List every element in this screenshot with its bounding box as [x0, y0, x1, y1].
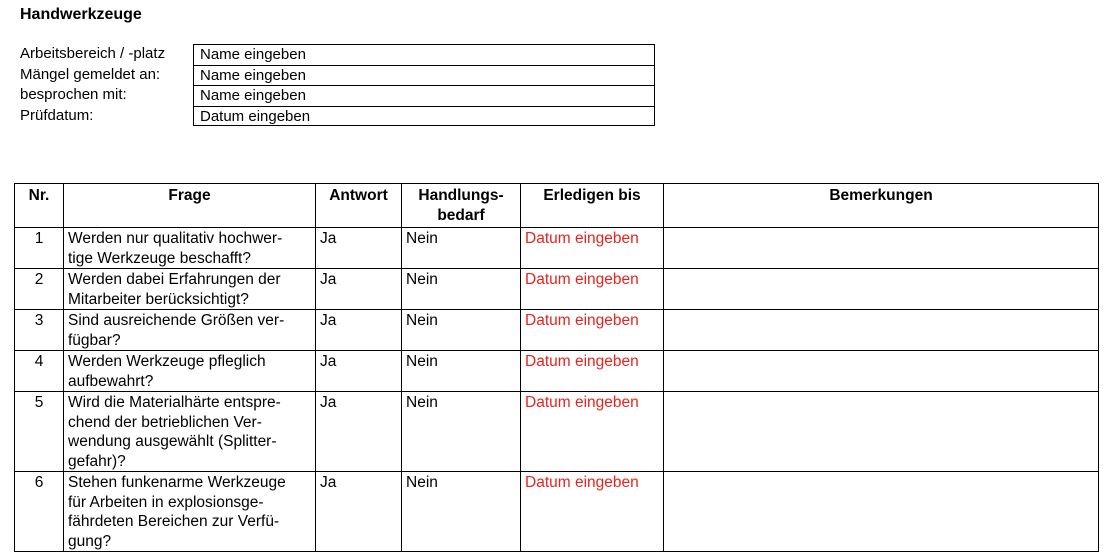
due-date-field[interactable]: Datum eingeben [521, 392, 664, 472]
pruefdatum-field[interactable]: Datum eingeben [193, 106, 655, 127]
action-needed-field[interactable]: Nein [402, 472, 521, 552]
question-text: Wird die Materialhärte entspre- chend der betrieblichen Ver- wendung ausgewählt (Splitter- gefahr)? [64, 392, 316, 472]
meta-label: Mängel gemeldet an: [20, 65, 161, 83]
remarks-field[interactable] [664, 310, 1099, 351]
meta-row-maengel [20, 65, 655, 86]
answer-field[interactable]: Ja [316, 472, 402, 552]
action-needed-field[interactable]: Nein [402, 351, 521, 392]
due-date-field[interactable]: Datum eingeben [521, 351, 664, 392]
table-row [15, 472, 1099, 552]
table-row [15, 228, 1099, 269]
besprochen-mit-field[interactable]: Name eingeben [193, 85, 655, 106]
header-nr: Nr. [15, 184, 64, 228]
table-row [15, 392, 1099, 472]
table-row [15, 269, 1099, 310]
remarks-field[interactable] [664, 472, 1099, 552]
action-needed-field[interactable]: Nein [402, 269, 521, 310]
meta-row-besprochen [20, 85, 655, 106]
page-title: Handwerkzeuge [20, 6, 142, 23]
remarks-field[interactable] [664, 351, 1099, 392]
answer-field[interactable]: Ja [316, 269, 402, 310]
row-number: 2 [15, 269, 64, 310]
arbeitsbereich-field[interactable]: Name eingeben [193, 44, 655, 65]
table-row [15, 351, 1099, 392]
header-erledigen-bis: Erledigen bis [521, 184, 664, 228]
action-needed-field[interactable]: Nein [402, 228, 521, 269]
question-text: Werden dabei Erfahrungen der Mitarbeiter berücksichtigt? [64, 269, 316, 310]
maengel-gemeldet-field[interactable]: Name eingeben [193, 65, 655, 86]
action-needed-field[interactable]: Nein [402, 310, 521, 351]
header-antwort: Antwort [316, 184, 402, 228]
due-date-field[interactable]: Datum eingeben [521, 269, 664, 310]
question-text: Werden Werkzeuge pfleglich aufbewahrt? [64, 351, 316, 392]
row-number: 1 [15, 228, 64, 269]
meta-label: Prüfdatum: [20, 106, 94, 124]
row-number: 3 [15, 310, 64, 351]
table-header-row [15, 184, 1099, 228]
row-number: 4 [15, 351, 64, 392]
remarks-field[interactable] [664, 392, 1099, 472]
meta-row-pruefdatum [20, 106, 655, 127]
header-handlungsbedarf: Handlungs- bedarf [402, 184, 521, 228]
answer-field[interactable]: Ja [316, 228, 402, 269]
meta-label: Arbeitsbereich / -platz [20, 45, 166, 62]
question-text: Stehen funkenarme Werkzeuge für Arbeiten in explosionsge- fährdeten Bereichen zur Verfü- gung? [64, 472, 316, 552]
due-date-field[interactable]: Datum eingeben [521, 472, 664, 552]
question-text: Werden nur qualitativ hochwer- tige Werkzeuge beschafft? [64, 228, 316, 269]
header-frage: Frage [64, 184, 316, 228]
answer-field[interactable]: Ja [316, 310, 402, 351]
action-needed-field[interactable]: Nein [402, 392, 521, 472]
due-date-field[interactable]: Datum eingeben [521, 310, 664, 351]
row-number: 5 [15, 392, 64, 472]
meta-row-arbeitsbereich [20, 44, 655, 65]
remarks-field[interactable] [664, 228, 1099, 269]
remarks-field[interactable] [664, 269, 1099, 310]
header-bemerkungen: Bemerkungen [664, 184, 1099, 228]
meta-form [20, 44, 655, 126]
due-date-field[interactable]: Datum eingeben [521, 228, 664, 269]
row-number: 6 [15, 472, 64, 552]
checklist-table [14, 183, 1099, 552]
answer-field[interactable]: Ja [316, 392, 402, 472]
meta-label: besprochen mit: [20, 86, 127, 103]
answer-field[interactable]: Ja [316, 351, 402, 392]
question-text: Sind ausreichende Größen ver- fügbar? [64, 310, 316, 351]
table-row [15, 310, 1099, 351]
